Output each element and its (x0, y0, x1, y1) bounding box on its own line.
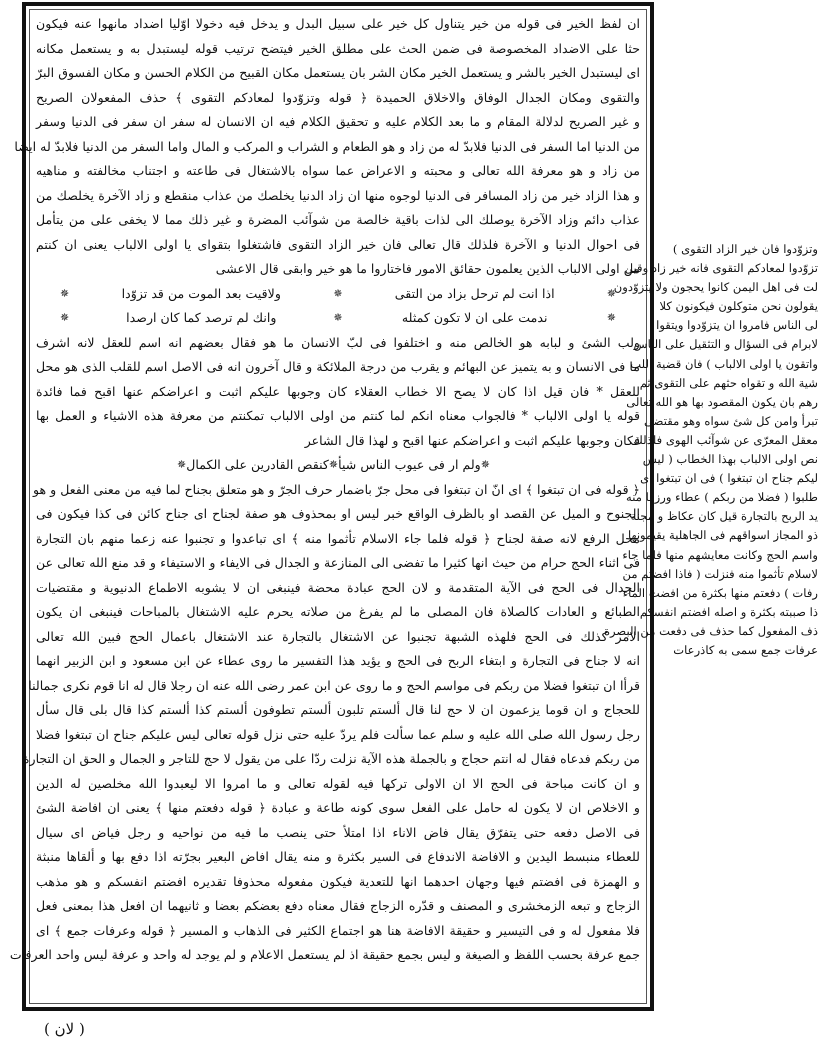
verse-hemistich: ندمت على ان لا تكون كمثله (401, 310, 548, 325)
verse-star-ornament-icon: ✵ (333, 286, 343, 300)
margin-line: عرفات جمع سمى به كاذرعات (673, 642, 818, 657)
text-line: قرأا ان تبتغوا فضلا من ربكم فى مواسم الحج و ما روى عن ابن عمر رضى الله عنه ان رجلا قال له انا قوم نكرى جمالنا (28, 677, 640, 693)
verse-star-ornament-icon: ✵ (328, 458, 339, 471)
main-commentary (9, 12, 640, 968)
text-line: و هذا الزاد خير من زاد المسافر فى الدنيا لوجوه منها ان زاد الدنيا يخلصك من عذاب منقطع و زاد الآخرة يخلصك من (36, 187, 640, 203)
verse-star-ornament-icon: ✵ (60, 286, 70, 300)
catchword: ( لان ) (44, 1020, 85, 1038)
verse-hemistich: كنقص القادرين على الكمال (186, 457, 329, 472)
text-line: فى الاصل دفعه حتى يتفرّق يقال فاض الاناء اذا امتلأ حتى ينصب ما فيه من نواحيه و رجل فياض اى سيال (36, 824, 640, 840)
verse-hemistich: ولم ار فى عيوب الناس شيأ (338, 457, 481, 472)
margin-line: لت فى اهل اليمن كانوا يحجون ولا يتزوّدون (613, 280, 818, 295)
text-line: محل الرفع لانه صفة لجناح ﴿ قوله فلما جاء الاسلام تأثموا منه ﴾ اى تباعدوا و تجنبوا عنه زعما منهم بان التجارة (36, 530, 640, 546)
margin-line: واتقون يا اولى الالباب ) فان قضية اللب (630, 356, 818, 371)
margin-line: معقل المعرّى عن شوآئب الهوى فلذلك (633, 432, 818, 447)
text-line: و ان كانت مباحة فى الحج الا ان الاولى تركها فيه لقوله تعالى و ما امروا الا ليعبدوا الله مخلصين له الدين (36, 775, 640, 791)
text-line: الجنوح و الميل عن القصد او بالظرف الواقع خبر ليس او بمحذوف هو صفة لجناح اى جناح كائن فى كذا فيكون فى (36, 506, 640, 521)
text-line: قوله يا اولى الالباب * فالجواب معناه انكم لما كنتم من اولى الالباب تمكنتم من معرفة هذه الاشياء و العمل بها (36, 408, 640, 423)
text-line: ولب الشئ و لبابه هو الخالص منه و اختلفوا فى لبّ الانسان ما هو فقال بعضهم انه اسم للعقل لانه اشرف (36, 334, 640, 350)
margin-line: ذو المجاز اسواقهم فى الجاهلية يقيمونها (627, 528, 818, 543)
margin-text (603, 240, 818, 660)
text-line: عذاب دائم وزاد الآخرة يوصلك الى لذات باقية خالصة من شوآئب المضرة و غير ذلك مما لا يخفى على من يتأمل (36, 212, 640, 227)
text-line: من الدنيا اما السفر فى الدنيا فلابدّ له من زاد و هو الطعام و الشراب و المركب و المال واما السفر من الدنيا فلابدّ له ايضا (14, 138, 640, 154)
margin-line: لابرام فى السؤال و التثقيل على الناس (633, 337, 818, 352)
text-line: ان لفظ الخير فى قوله من خير يتناول كل خير على سبيل البدل و يدخل فيه دخولا اوّليا اضداد مانهوا عنه فيكون (36, 16, 640, 31)
text-line: من اولى الالباب الذين يعلمون حقائق الامور فاختاروا ما هو خير وابقى قال الاعشى (215, 261, 640, 276)
text-line: انه لا جناح فى التجارة و ابتغاء الربح فى الحج و يؤيد هذا التفسير ما روى عطاء عن ابن مسعود و ابن الزبير انهما (36, 653, 640, 668)
poem-verse (36, 306, 640, 331)
text-line: والتقوى ومكان الجدال الوفاق والاخلاق الحميدة ﴿ قوله وتزوّدوا لمعادكم التقوى ﴾ حذف المفعولان الصريح (36, 89, 640, 105)
text-line: جمع عرفة بحسب اللفظ و الصيغة و ليس بجمع حقيقة اذ لم يستعمل الاعلام و لم يوجد له واحد و عرفة ليس واحد العرفات (9, 947, 640, 962)
verse-star-ornament-icon: ✵ (60, 311, 70, 324)
margin-line: تبرأ وامن كل شئ سواه وهو مقتضى (644, 413, 818, 428)
verse-hemistich: ولاقيت بعد الموت من قد تزوّدا (121, 285, 281, 301)
text-line: و غير الصريح لدلالة المقام و ما بعد الكلام عليه و تحقيق الكلام فيه ان الانسان له سفر ان سفر فى الدنيا وسفر (36, 114, 640, 129)
text-line: رجل رسول الله صلى الله عليه و سلم عما سألت فلم يردّ عليه حتى نزل قوله تعالى ليس عليكم جناح ان تبتغوا فضلا (36, 726, 640, 742)
margin-line: ذف المفعول كما حذف فى دفعت من البصرة (603, 623, 818, 638)
margin-line: ذا صببته بكثرة و اصله افضتم انفسكم (639, 604, 818, 619)
text-line: حثا على الاضداد المخصوصة فى ضمن الحث على مطلق الخير فيتضح ترتيب قوله ليستبدل به و يستعمل مكانه (36, 40, 640, 56)
margin-line: رهم بان يكون المقصود بها هو الله تعالى (626, 394, 818, 409)
margin-line: وتزوّدوا فان خير الزاد التقوى ) (672, 242, 818, 256)
verse-star-ornament-icon: ✵ (480, 458, 490, 471)
text-line: ما فى الانسان و به يتميز عن البهائم و يقرب من درجة الملائكة و قال آخرون انه فى الاصل اسم للقلب الذى هو محل (36, 359, 640, 374)
verse-star-ornament-icon: ✵ (177, 458, 187, 471)
margin-line: تزوّدوا لمعادكم التقوى فانه خير زاد وقيل (624, 261, 818, 276)
text-line: للحجاج و ان قوما يزعمون ان لا حج لنا قال ألستم تلبون ألستم تطوفون ألستم كذا ألستم كذا قال بلى قال سأل (36, 702, 640, 717)
text-line: للعطاء منبسط اليدين و الافاضة الاندفاع فى السير بكثرة و منه يقال افاض البعير بجرّته اذا دفع بها و ألقاها منبثة (36, 849, 640, 864)
verse-star-ornament-icon: ✵ (606, 311, 616, 324)
verse-hemistich: وانك لم ترصد كما كان ارصدا (126, 310, 277, 325)
margin-line: طلبوا ( فضلا من ربكم ) عطاء ورزقا منه (625, 490, 818, 505)
margin-line: لى الناس فامروا ان يتزوّدوا ويتقوا (656, 318, 818, 333)
text-line: الزجاج و تبعه الزمخشرى و المصنف و قدّره الزجاج فقال معناه دفع بعضكم بعضا و ثانيهما ان افعل هذا بمعنى فعل (36, 898, 640, 913)
verse-hemistich: اذا انت لم ترحل بزاد من التقى (394, 285, 555, 301)
verse-star-ornament-icon: ✵ (333, 311, 343, 324)
text-line: من ربكم فدعاه فقال له انتم حجاج و بالجملة هذه الآية نزلت ردّا على من يقول لا حج للتاجر و الجمال و الحق ان التجارة (22, 751, 640, 766)
margin-line: واسم الحج وكانت معايشهم منها فلما جاء (622, 547, 818, 562)
verse-star-ornament-icon: ✵ (606, 286, 616, 300)
margin-line: ليكم جناح ان تبتغوا ) فى ان تبتغوا اى (640, 471, 818, 486)
margin-line: نص اولى الالباب بهذا الخطاب ( ليس (642, 452, 818, 467)
text-line: فلا مفعول له و فى التيسير و حقيقة الافاضة هنا هو اجتماع الكثير فى الذهاب و المسير ﴿ قوله وعرفات جمع ﴾ اى (36, 922, 640, 938)
text-line: للعقل * فان قيل اذا كان لا يصح الا خطاب العقلاء كان وجوبها عليكم اثبت و اعراضكم عنها اقبح فما فائدة (36, 383, 640, 399)
margin-line: لاسلام تأثموا منه فنزلت ( فاذا افضتم من (622, 566, 818, 581)
text-line: فى اثناء الحج حرام من حيث انها كثيرا ما تفضى الى المنازعة و الجدال فى الايفاء و الاستيفاء و قد منع الله تعالى عن (36, 555, 640, 570)
text-line: فكان وجوبها عليكم اثبت و اعراضكم عنها اقبح و لهذا قال الشاعر (304, 432, 640, 448)
text-line: و الهمزة فى افضتم فيها وجهان احدهما انها للتعدية فيكون مفعوله محذوفا تقديره افضتم انفسكم و هو مذهب (36, 873, 640, 889)
poem-verse (36, 282, 640, 307)
margin-line: شية الله و تقواه حثهم على التقوى ثم (639, 375, 818, 390)
text-line: الامر كذلك فى الحج فلهذه الشبهة تجنبوا عن الاشتغال بالتجارة عند الاشتغال باعمال الحج فبين الله تعالى (36, 628, 640, 644)
text-line: و الاخلاص ان لا يكون له حامل على الفعل سوى كونه طاعة و عبادة ﴿ قوله دفعتم منها ﴾ يعنى ان افاضة الشئ (36, 800, 640, 815)
main-text-frame (9, 2, 654, 1011)
margin-line: يد الربح بالتجارة قيل كان عكاظ و مجنة (630, 509, 818, 524)
text-line: اى ليستبدل الخير بالشر و يستعمل الخير مكان الشر بان يستعمل مكان القبيح من الكلام الحسن و مكان الفسوق البرّ (36, 65, 640, 80)
margin-line: رفات ) دفعتم منها بكثرة من افضت الماء (622, 585, 818, 600)
poem-verse (36, 453, 640, 478)
text-line: فى احوال الدنيا و الآخرة فلذلك قال تعالى فان خير الزاد التقوى فاشتغلوا بتقواى يا اولى الالباب يعنى ان كنتم (36, 236, 640, 252)
text-line: الجدال فى الحج فى الآية المتقدمة و لان الحج عبادة محضة فينبغى ان لا يشوبه الاطماع الدنيوية و مقتضيات (36, 579, 640, 595)
margin-line: يقولون نحن متوكلون فيكونون كلا (659, 299, 818, 314)
text-line: ﴿ قوله فى ان تبتغوا ﴾ اى انّ ان تبتغوا فى محل جرّ باضمار حرف الجرّ و هو متعلق بجناح لما فيه من معنى الفعل و هو (33, 481, 640, 497)
text-line: الطبائع و العادات كالصلاة فان المصلى ما لم يفرغ من صلاته يحرم عليه الاشتغال بالمباحات فينبغى ان يكون (36, 604, 640, 619)
text-line: من زاد و هو معرفة الله تعالى و محبته و الاعراض عما سواه بالاشتغال فى طاعته و اجتناب مخالفته و مناهيه (36, 163, 640, 178)
